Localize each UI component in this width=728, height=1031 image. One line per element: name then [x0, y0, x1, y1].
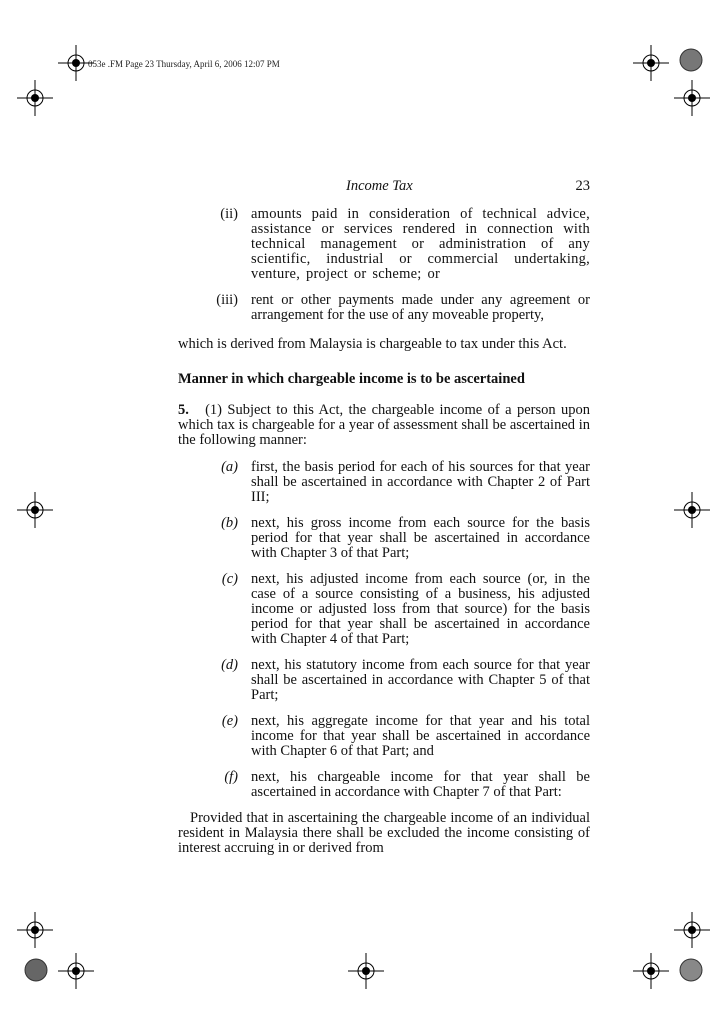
page-number: 23 [575, 178, 590, 194]
item-text: rent or other payments made under any agreement or arrangement for the use of any moveable property, [251, 292, 590, 323]
slug-line: 053e .FM Page 23 Thursday, April 6, 2006 12:07 PM [88, 59, 280, 69]
list-item-ii [178, 207, 590, 282]
proviso-text: Provided that in ascertaining the chargeable income of an individual resident in Malaysia there shall be excluded the income consisting of interest accruing in or derived from [178, 810, 590, 856]
registration-mark-icon [674, 80, 710, 116]
registration-mark-icon [17, 492, 53, 528]
list-item-f [178, 770, 590, 800]
registration-mark-icon [348, 953, 384, 989]
registration-mark-icon [633, 953, 669, 989]
item-number: (iii) [216, 292, 238, 308]
item-number: (d) [221, 657, 238, 673]
section-heading: Manner in which chargeable income is to be ascertained [178, 371, 525, 387]
item-number: (e) [221, 713, 238, 729]
item-number: (b) [221, 515, 238, 531]
section-number: 5. [178, 402, 189, 418]
item-number: (f) [224, 769, 238, 785]
color-bar-circle-icon [679, 958, 703, 982]
color-bar-circle-icon [679, 48, 703, 72]
item-number: (c) [221, 571, 238, 587]
registration-mark-icon [633, 45, 669, 81]
item-text: amounts paid in consideration of technical advice, assistance or services rendered in connection with technical management or administration of any scientific, industrial or commercial undertaking, venture, project or scheme; or [251, 206, 590, 282]
list-item-iii [178, 293, 590, 323]
registration-mark-icon [674, 912, 710, 948]
color-bar-circle-icon [24, 958, 48, 982]
registration-mark-icon [58, 45, 94, 81]
section-5-text [178, 403, 590, 448]
item-number: (ii) [220, 206, 238, 222]
page-body [178, 207, 590, 871]
list-item-b [178, 516, 590, 561]
list-item-c [178, 572, 590, 647]
item-text: next, his statutory income from each source for that year shall be ascertained in accordance with Chapter 5 of that Part; [251, 657, 590, 703]
item-text: next, his gross income from each source for the basis period for that year shall be ascertained in accordance with Chapter 3 of that Part; [251, 515, 590, 561]
closing-line: which is derived from Malaysia is chargeable to tax under this Act. [178, 336, 567, 352]
registration-mark-icon [58, 953, 94, 989]
item-number: (a) [221, 459, 238, 475]
running-head: Income Tax [346, 178, 413, 194]
section-body: (1) Subject to this Act, the chargeable income of a person upon which tax is chargeable for a year of assessment shall be ascertained in the following manner: [178, 402, 591, 448]
page-header [178, 178, 590, 198]
registration-mark-icon [17, 912, 53, 948]
list-item-a [178, 460, 590, 505]
list-item-d [178, 658, 590, 703]
item-text: next, his aggregate income for that year and his total income for that year shall be ascertained in accordance with Chapter 6 of that Part; and [251, 713, 590, 759]
item-text: next, his chargeable income for that year shall be ascertained in accordance with Chapter 7 of that Part: [251, 769, 590, 800]
item-text: next, his adjusted income from each source (or, in the case of a source consisting of a business, his adjusted income or adjusted loss from that source) for the basis period for that year shall be ascertained in accordance with Chapter 4 of that Part; [251, 571, 590, 647]
item-text: first, the basis period for each of his sources for that year shall be ascertained in accordance with Chapter 2 of Part III; [251, 459, 590, 505]
registration-mark-icon [674, 492, 710, 528]
registration-mark-icon [17, 80, 53, 116]
list-item-e [178, 714, 590, 759]
